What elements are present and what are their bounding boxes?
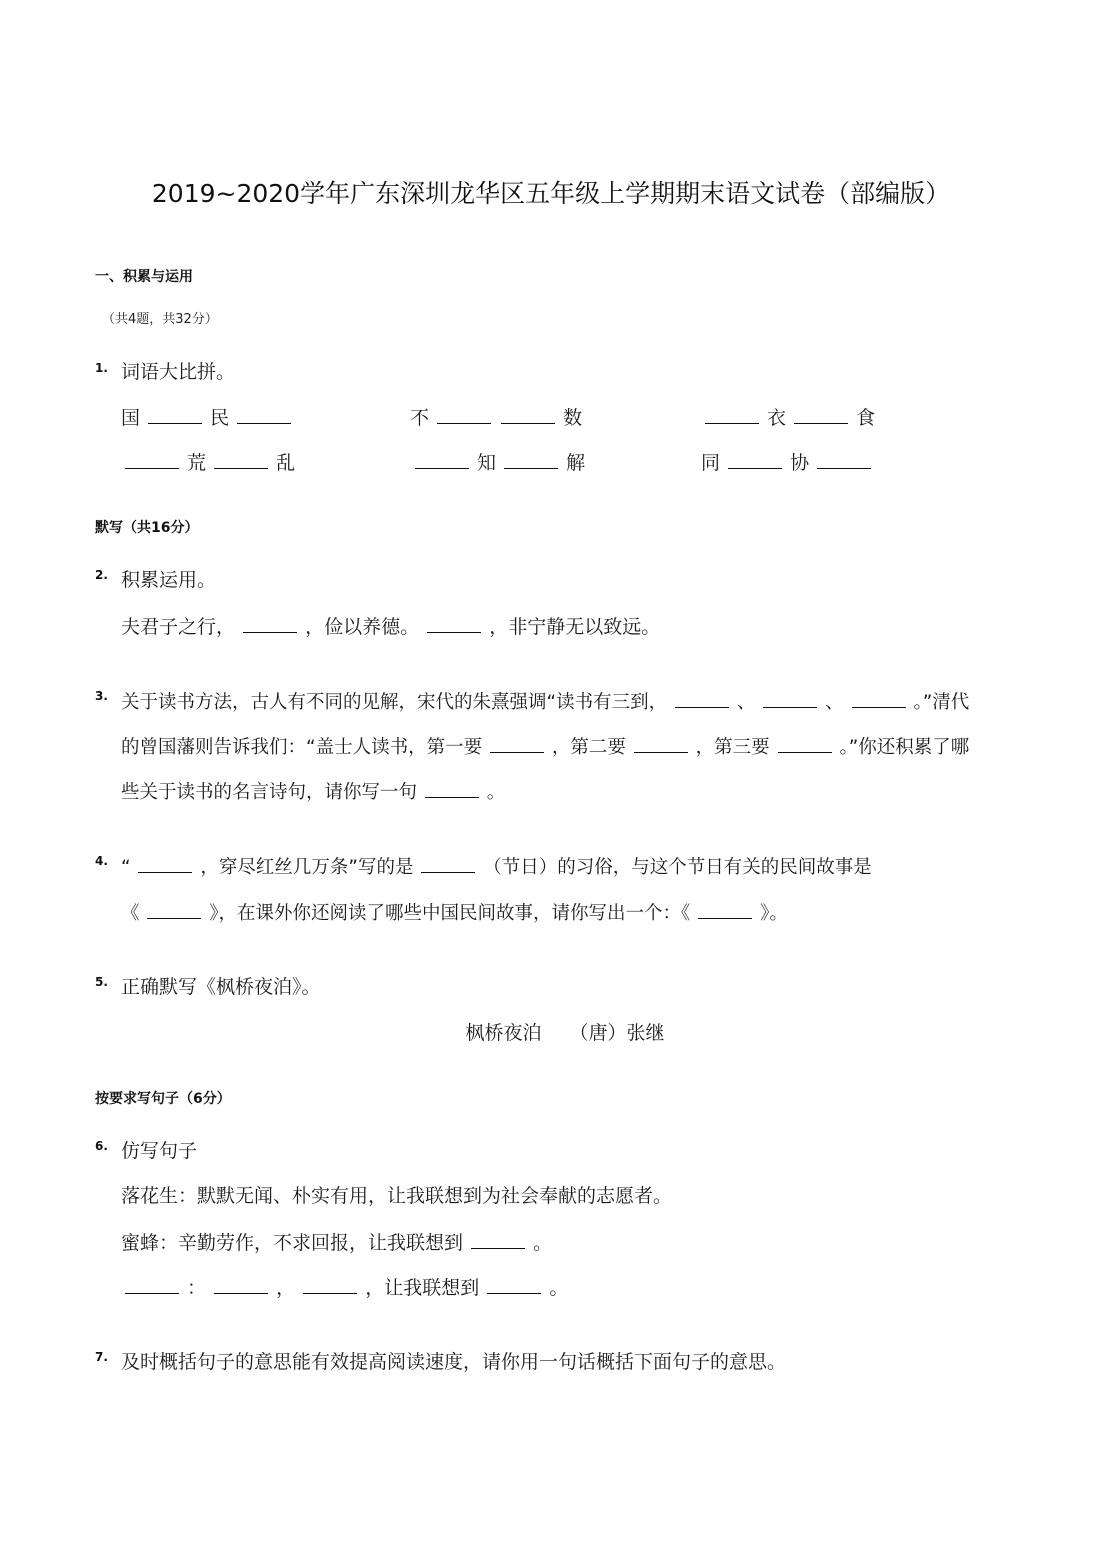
question-3-line-2 — [121, 732, 969, 762]
q6-text: ，让我联想到 — [365, 1277, 480, 1299]
q1-char: 国 — [121, 407, 141, 429]
q4-text: “ — [121, 857, 131, 878]
question-6-example: 落花生：默默无闻、朴实有用，让我联想到为社会奉献的志愿者。 — [121, 1185, 673, 1207]
q3-text: 些关于读书的名言诗句，请你写一句 — [121, 782, 418, 803]
q6-text: ： — [187, 1277, 207, 1299]
q1-item-6 — [701, 448, 873, 477]
q4-text: 》。 — [760, 903, 788, 924]
question-number-7: 7. — [95, 1350, 108, 1364]
q1-item-4 — [123, 448, 295, 477]
answer-blank[interactable] — [125, 448, 179, 469]
q3-text: 关于读书方法，古人有不同的见解，宋代的朱熹强调“读书有三到， — [121, 692, 668, 713]
q1-char: 数 — [563, 407, 583, 429]
page-title: 2019~2020学年广东深圳龙华区五年级上学期期末语文试卷（部编版） — [151, 179, 951, 208]
q1-char: 乱 — [276, 452, 296, 474]
section-heading-accumulation: 一、积累与运用 — [95, 269, 193, 285]
q1-char: 食 — [856, 407, 876, 429]
q1-char: 民 — [210, 407, 230, 429]
q1-item-1 — [121, 403, 293, 432]
answer-blank[interactable] — [214, 448, 268, 469]
answer-blank[interactable] — [415, 448, 469, 469]
answer-blank[interactable] — [147, 898, 201, 919]
question-number-6: 6. — [95, 1139, 108, 1153]
q1-item-5 — [413, 448, 585, 477]
q4-text: 》，在课外你还阅读了哪些中国民间故事，请你写出一个：《 — [209, 903, 691, 924]
question-number-3: 3. — [95, 689, 108, 703]
answer-blank[interactable] — [634, 732, 688, 753]
q3-text: 的曾国藩则告诉我们：“盖士人读书，第一要 — [121, 737, 483, 758]
question-number-2: 2. — [95, 568, 108, 582]
q3-text: ，第二要 — [551, 737, 626, 758]
section-heading-dictation: 默写（共16分） — [95, 520, 199, 536]
answer-blank[interactable] — [243, 612, 297, 633]
answer-blank[interactable] — [148, 403, 202, 424]
q6-text: 。 — [549, 1277, 569, 1299]
answer-blank[interactable] — [698, 898, 752, 919]
answer-blank[interactable] — [487, 1273, 541, 1294]
q3-text: 、 — [736, 692, 756, 713]
question-6-line-3 — [123, 1273, 568, 1302]
answer-blank[interactable] — [421, 852, 475, 873]
q1-item-2 — [410, 403, 582, 432]
answer-blank[interactable] — [138, 852, 192, 873]
answer-blank[interactable] — [728, 448, 782, 469]
question-6-line-2 — [121, 1228, 552, 1257]
question-4-line-2 — [121, 898, 788, 928]
q2-text: 夫君子之行， — [121, 616, 236, 638]
answer-blank[interactable] — [125, 1273, 179, 1294]
q4-text: ，穿尽红丝几万条”写的是 — [200, 857, 414, 878]
answer-blank[interactable] — [490, 732, 544, 753]
q1-char: 知 — [477, 452, 497, 474]
q3-text: 。 — [486, 782, 506, 803]
answer-blank[interactable] — [427, 612, 481, 633]
answer-blank[interactable] — [214, 1273, 268, 1294]
question-5-prompt: 正确默写《枫桥夜泊》。 — [121, 976, 321, 998]
answer-blank[interactable] — [501, 403, 555, 424]
poem-heading — [0, 1019, 1102, 1047]
question-4-line-1 — [121, 852, 872, 882]
poem-title: 枫桥夜泊 — [465, 1022, 542, 1044]
question-2-prompt: 积累运用。 — [121, 569, 217, 591]
q3-text: 。”你还积累了哪 — [839, 737, 970, 758]
q1-char: 协 — [790, 452, 810, 474]
question-2-line — [121, 612, 660, 641]
q2-text: ，俭以养德。 — [305, 616, 420, 638]
answer-blank[interactable] — [504, 448, 558, 469]
q1-char: 同 — [701, 452, 721, 474]
answer-blank[interactable] — [303, 1273, 357, 1294]
question-7-prompt: 及时概括句子的意思能有效提高阅读速度，请你用一句话概括下面句子的意思。 — [121, 1351, 787, 1373]
question-number-5: 5. — [95, 975, 108, 989]
question-3-line-1 — [121, 687, 969, 717]
question-number-4: 4. — [95, 854, 108, 868]
q6-text: ， — [276, 1277, 296, 1299]
answer-blank[interactable] — [675, 687, 729, 708]
question-3-line-3 — [121, 777, 505, 807]
answer-blank[interactable] — [817, 448, 871, 469]
answer-blank[interactable] — [794, 403, 848, 424]
answer-blank[interactable] — [705, 403, 759, 424]
q3-text: ，第三要 — [695, 737, 770, 758]
question-number-1: 1. — [95, 361, 108, 375]
question-6-prompt: 仿写句子 — [121, 1140, 198, 1162]
section-heading-sentences: 按要求写句子（6分） — [95, 1091, 231, 1107]
answer-blank[interactable] — [425, 777, 479, 798]
q6-text: 蜜蜂：辛勤劳作，不求回报，让我联想到 — [121, 1232, 464, 1254]
section-note: （共4题，共32分） — [102, 312, 218, 327]
q1-char: 解 — [566, 452, 586, 474]
answer-blank[interactable] — [763, 687, 817, 708]
q4-text: 《 — [121, 903, 140, 924]
q1-char: 衣 — [767, 407, 787, 429]
q3-text: 、 — [825, 692, 844, 713]
q1-char: 不 — [410, 407, 430, 429]
answer-blank[interactable] — [778, 732, 832, 753]
poem-author: （唐）张继 — [569, 1022, 665, 1044]
q6-text: 。 — [533, 1232, 553, 1254]
answer-blank[interactable] — [471, 1228, 525, 1249]
answer-blank[interactable] — [852, 687, 906, 708]
q4-text: （节日）的习俗，与这个节日有关的民间故事是 — [483, 857, 872, 878]
q1-item-3 — [703, 403, 875, 432]
question-1-prompt: 词语大比拼。 — [121, 361, 236, 383]
answer-blank[interactable] — [437, 403, 491, 424]
q2-text: ，非宁静无以致远。 — [489, 616, 661, 638]
q3-text: 。”清代 — [913, 692, 970, 713]
q1-char: 荒 — [187, 452, 207, 474]
answer-blank[interactable] — [237, 403, 291, 424]
